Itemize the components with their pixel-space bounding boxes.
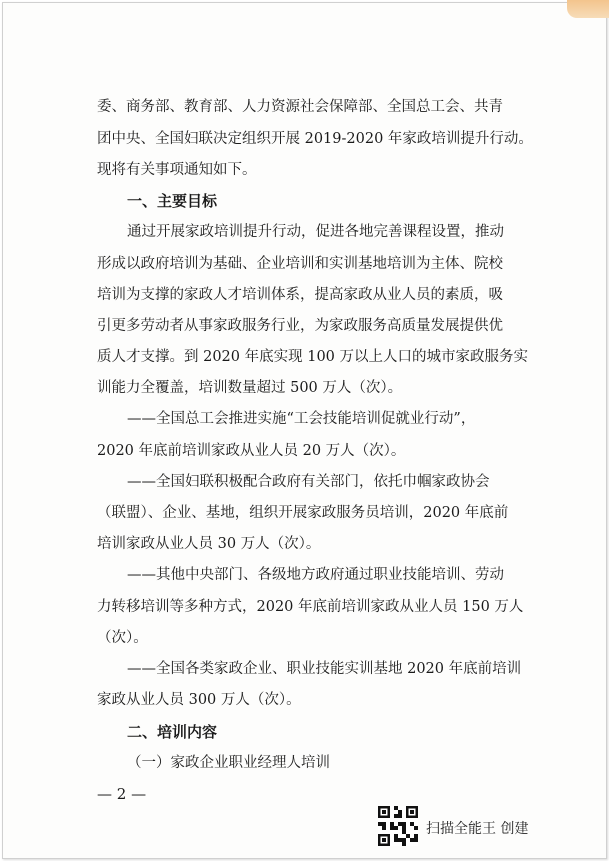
text-line: 现将有关事项通知如下。	[97, 162, 257, 178]
text-line: ——全国总工会推进实施“工会技能培训促就业行动”，	[127, 411, 476, 427]
text-line: （联盟）、企业、基地，组织开展家政服务员培训，2020 年底前	[97, 505, 509, 521]
text-line: 委、商务部、教育部、人力资源社会保障部、全国总工会、共青	[97, 99, 503, 115]
text-line: 通过开展家政培训提升行动，促进各地完善课程设置，推动	[127, 224, 504, 240]
section-heading: 一、主要目标	[127, 192, 218, 210]
text-line: 培训家政从业人员 30 万人（次）。	[97, 536, 321, 552]
text-line: （次）。	[97, 630, 148, 646]
text-line: ——全国各类家政企业、职业技能实训基地 2020 年底前培训	[127, 661, 522, 677]
subsection-heading: （一）家政企业职业经理人培训	[127, 755, 330, 771]
text-line: 2020 年底前培训家政从业人员 20 万人（次）。	[97, 443, 406, 459]
text-line: 团中央、全国妇联决定组织开展 2019-2020 年家政培训提升行动。	[97, 131, 533, 147]
qr-code-icon	[378, 806, 418, 846]
text-line: 家政从业人员 300 万人（次）。	[97, 692, 301, 708]
text-line: 形成以政府培训为基础、企业培训和实训基地培训为主体、院校	[97, 256, 503, 272]
text-line: 力转移培训等多种方式，2020 年底前培训家政从业人员 150 万人	[97, 599, 524, 615]
page-number: — 2 —	[97, 785, 147, 803]
text-line: ——其他中央部门、各级地方政府通过职业技能培训、劳动	[127, 567, 504, 583]
text-line: 培训为支撑的家政人才培训体系，提高家政从业人员的素质，吸	[97, 287, 503, 303]
section-heading: 二、培训内容	[127, 723, 218, 741]
text-line: 训能力全覆盖，培训数量超过 500 万人（次）。	[97, 380, 403, 396]
corner-tab	[567, 0, 609, 18]
text-line: ——全国妇联积极配合政府有关部门，依托巾帼家政协会	[127, 474, 490, 490]
scanner-app-label: 扫描全能王 创建	[426, 821, 529, 837]
text-line: 质人才支撑。到 2020 年底实现 100 万以上人口的城市家政服务实	[97, 349, 529, 365]
text-line: 引更多劳动者从事家政服务行业，为家政服务高质量发展提供优	[97, 318, 503, 334]
scanner-watermark	[378, 806, 548, 850]
